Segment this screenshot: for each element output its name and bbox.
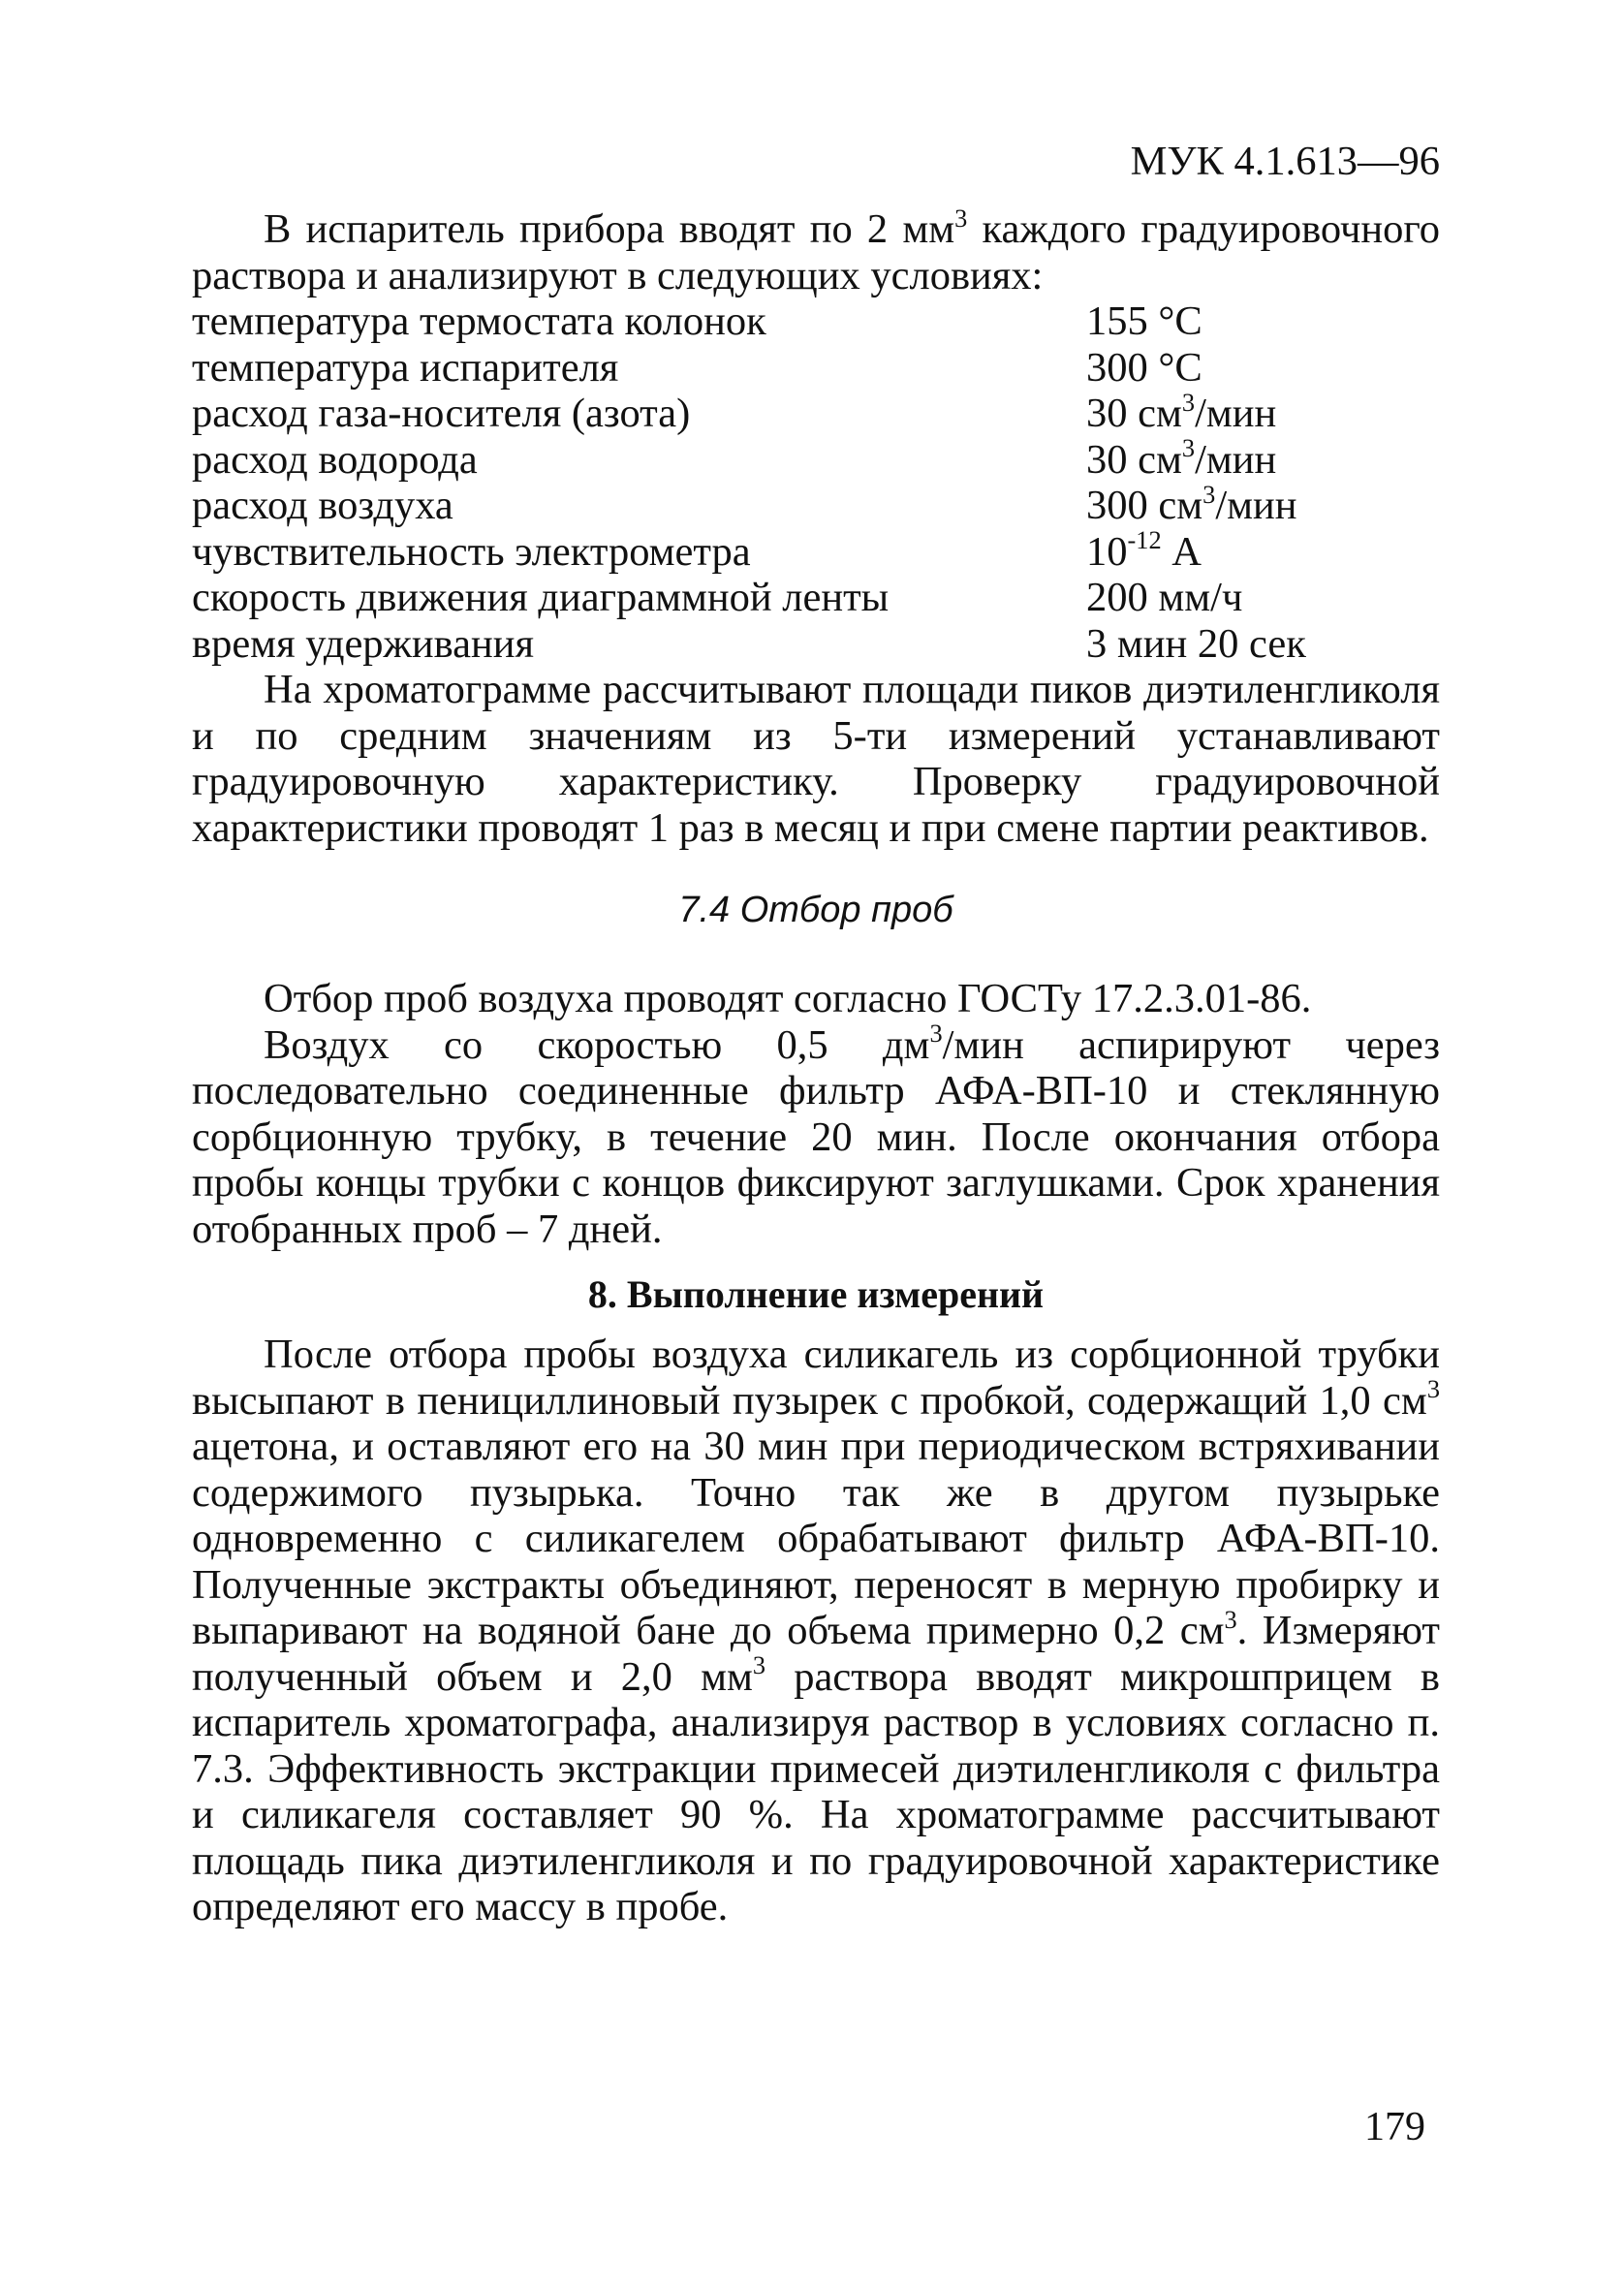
condition-name: расход газа-носителя (азота) [192,391,691,436]
condition-name: температура испарителя [192,344,619,391]
condition-value: 30 $см^3$/мин [1086,388,1277,436]
condition-value: 300 °С [1086,344,1202,391]
document-code: МУК 4.1.613—96 [1130,139,1440,184]
condition-value: 155 °С [1086,298,1202,344]
condition-name: расход водорода [192,436,478,483]
document-page [192,136,1440,1930]
condition-name: чувствительность электрометра [192,528,751,575]
condition-row [192,480,1440,529]
intro-text-start: В испаритель прибора вводят по 2 мм [264,206,955,252]
page-number: 179 [1364,2105,1425,2149]
condition-name: расход воздуха [192,483,453,528]
condition-row [192,345,1440,392]
condition-row [192,298,1440,345]
condition-name: температура термостата колонок [192,298,766,344]
condition-name: скорость движения диаграммной ленты [192,575,890,620]
sampling-paragraph-1: Отбор проб воздуха проводят согласно ГОСТу 17.2.3.01-86. [264,976,1312,1021]
condition-row [192,621,1440,668]
intro-superscript: 3 [954,204,968,233]
condition-value: $10^{-12}$ А [1086,526,1202,575]
condition-row [192,575,1440,621]
condition-name: время удерживания [192,620,535,667]
condition-value: 200 мм/ч [1086,575,1243,620]
condition-value: 300 $см^3$/мин [1086,480,1297,528]
intro-text-end: каждого градуировочного раствора и анализируют в следующих условиях: [192,206,1440,298]
section-8-heading: 8. Выполнение измерений [587,1272,1045,1316]
intro-paragraph [192,206,1440,298]
condition-value: 3 мин 20 сек [1086,620,1306,667]
calibration-paragraph: На хроматограмме рассчитывают площади пиков диэтиленгликоля и по средним значениям из 5-ти измерений устанавливают градуировочную характеристику. Проверку градуировочной характеристики проводят 1 раз в месяц и при смене партии реактивов. [192,667,1440,851]
condition-row [192,388,1440,437]
sampling-paragraph-2: Воздух со скоростью 0,5 $дм^3$/мин аспирируют через последовательно соединенные фильтр АФА-ВП-10 и стеклянную сорбционную трубку, в течение 20 мин. После окончания отбора пробы концы трубки с концов фиксируют заглушками. Срок хранения отобранных проб – 7 дней. [192,1019,1440,1252]
condition-row [192,526,1440,576]
conditions-list [192,298,1440,667]
condition-value: 30 $см^3$/мин [1086,434,1277,483]
measurement-paragraph: После отбора пробы воздуха силикагель из сорбционной трубки высыпают в пенициллиновый пузырек с пробкой, содержащий 1,0 $см^3$ ацетона, и оставляют его на 30 мин при периодическом встряхивании содержимого пузырька. Точно так же в другом пузырьке одновременно с силикагелем обрабатывают фильтр АФА-ВП-10. Полученные экстракты объединяют, переносят в мерную пробирку и выпаривают на водяной бане до объема примерно 0,2 $см^3$. Измеряют полученный объем и 2,0 $мм^3$ раствора вводят микрошприцем в испаритель хроматографа, анализируя раствор в условиях согласно п. 7.3. Эффективность экстракции примесей диэтиленгликоля с фильтра и силикагеля составляет 90 %. На хроматограмме рассчитывают площадь пика диэтиленгликоля и по градуировочной характеристике определяют его массу в пробе. [192,1332,1440,1929]
section-7-4-title: 7.4 Отбор проб [678,890,953,930]
condition-row [192,434,1440,484]
